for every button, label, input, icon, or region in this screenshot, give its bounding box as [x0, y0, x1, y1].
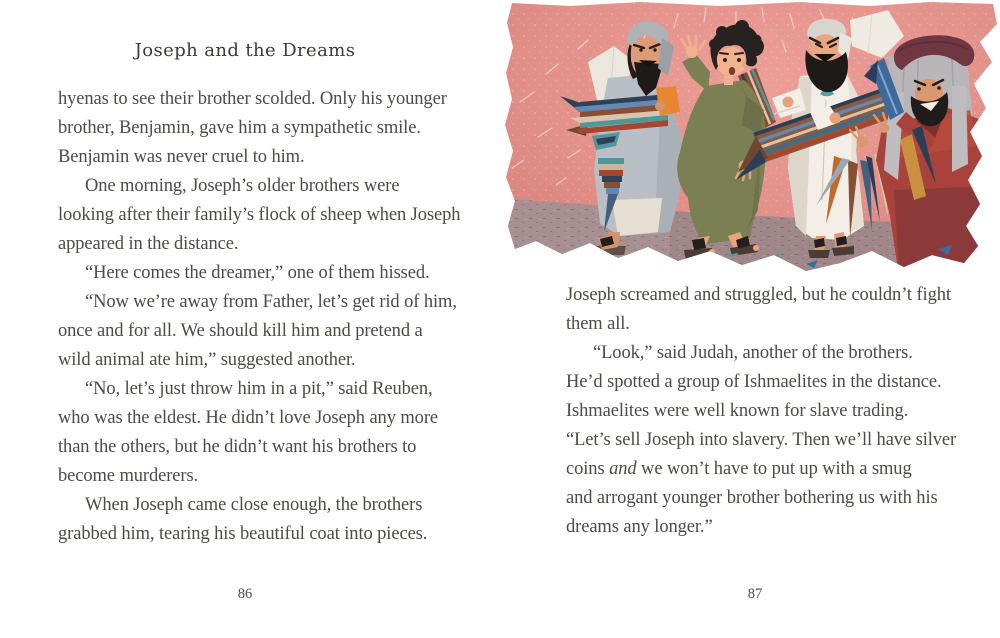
right-page-text	[566, 281, 974, 542]
text-line: He’d spotted a group of Ishmaelites in the distance.	[566, 372, 942, 392]
story-illustration	[500, 0, 1000, 283]
text-line: appeared in the distance.	[58, 234, 239, 254]
text-line: Benjamin was never cruel to him.	[58, 147, 305, 167]
page-number-right: 87	[747, 586, 763, 602]
text-line: brother, Benjamin, gave him a sympathetic smile.	[58, 118, 421, 138]
text-line: grabbed him, tearing his beautiful coat into pieces.	[58, 524, 428, 544]
text-line: hyenas to see their brother scolded. Only his younger	[58, 89, 447, 109]
text-line: who was the eldest. He didn’t love Joseph any more	[58, 408, 438, 428]
left-page-text	[58, 85, 461, 549]
text-line: “No, let’s just throw him in a pit,” said Reuben,	[85, 379, 433, 399]
text-line: looking after their family’s flock of sheep when Joseph	[58, 205, 461, 225]
text-line: wild animal ate him,” suggested another.	[58, 350, 356, 370]
text-line: become murderers.	[58, 466, 199, 486]
text-line: “Let’s sell Joseph into slavery. Then we’ll have silver	[566, 430, 957, 450]
text-line: Joseph screamed and struggled, but he couldn’t fight	[566, 285, 951, 305]
text-line: When Joseph came close enough, the brothers	[85, 495, 423, 515]
page-number-left: 86	[237, 586, 253, 602]
text-line: One morning, Joseph’s older brothers were	[85, 176, 400, 196]
emphasized-word: and	[609, 459, 637, 479]
text-line: “Look,” said Judah, another of the brothers.	[593, 343, 913, 363]
illustration-scene	[500, 0, 1000, 283]
text-line: “Now we’re away from Father, let’s get rid of him,	[85, 292, 457, 312]
chapter-title: Joseph and the Dreams	[134, 40, 356, 61]
text-line: once and for all. We should kill him and pretend a	[58, 321, 423, 341]
text-line: “Here comes the dreamer,” one of them hissed.	[85, 263, 430, 283]
text-segment: we won’t have to put up with a smug	[636, 459, 912, 479]
text-line	[566, 455, 974, 484]
text-line: them all.	[566, 314, 630, 334]
text-line: and arrogant younger brother bothering us with his	[566, 488, 938, 508]
text-line: Ishmaelites were well known for slave trading.	[566, 401, 909, 421]
text-segment: coins	[566, 459, 610, 479]
text-line: dreams any longer.”	[566, 517, 713, 537]
text-line: than the others, but he didn’t want his brothers to	[58, 437, 417, 457]
